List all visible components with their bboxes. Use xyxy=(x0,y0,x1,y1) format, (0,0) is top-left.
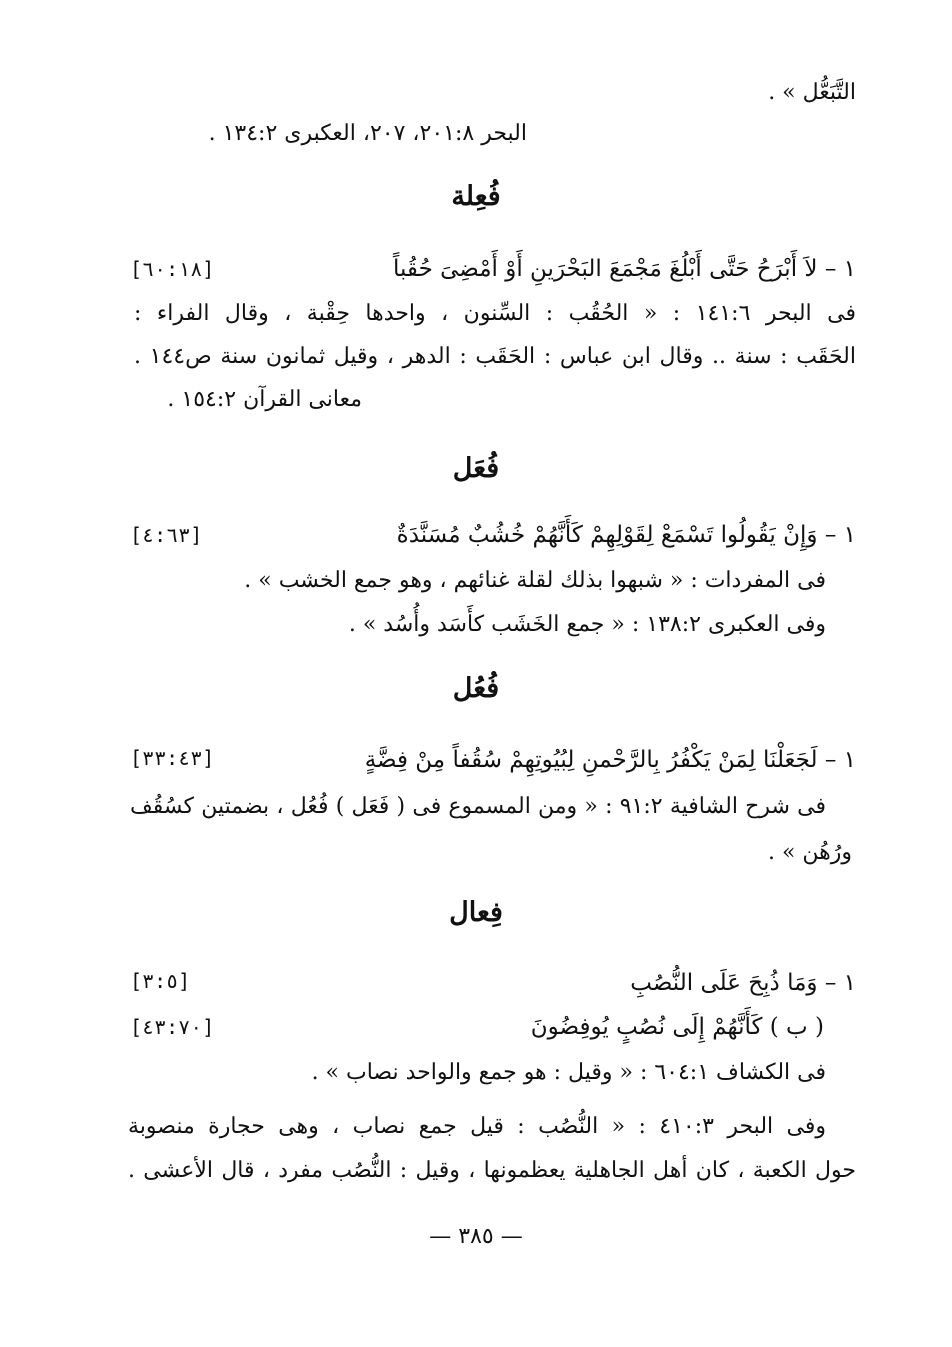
commentary-line: فى الكشاف ٦٠٤:١ : « وقيل : هو جمع والواحد نصاب » . xyxy=(311,1060,826,1085)
commentary-line: فى المفردات : « شبهوا بذلك لقلة غنائهم ، وهو جمع الخشب » . xyxy=(244,568,826,593)
verse-reference: [٣:٥] xyxy=(130,969,191,993)
section-heading: فِعال xyxy=(449,897,503,928)
continuation-line: التَّبَعُّل » . xyxy=(768,80,856,105)
quran-verse: ١ – لاَ أَبْرَحُ حَتَّى أَبْلُغَ مَجْمَعَ البَحْرَينِ أَوْ أَمْضِىَ حُقُباً xyxy=(392,256,856,282)
commentary-line: فى شرح الشافية ٩١:٢ : « ومن المسموع فى ( فَعَل ) فُعُل ، بضمتين كسُقُف xyxy=(130,794,827,819)
commentary-line: الحَقَب : سنة .. وقال ابن عباس : الحَقَب : الدهر ، وقيل ثمانون سنة ص١٤٤ . xyxy=(134,344,856,369)
commentary-line: معانى القرآن ١٥٤:٢ . xyxy=(167,387,362,412)
verse-reference: [٤:٦٣] xyxy=(130,523,203,547)
quran-verse: ١ – وَمَا ذُبِحَ عَلَى النُّصُبِ xyxy=(630,970,856,996)
section-heading: فُعُل xyxy=(452,673,500,704)
section-heading: فُعَل xyxy=(452,453,500,484)
verse-reference: [٤٣:٧٠] xyxy=(130,1015,215,1039)
citation-line: البحر ٢٠١:٨، ٢٠٧، العكبرى ١٣٤:٢ . xyxy=(208,121,527,146)
quran-verse: ١ – لَجَعَلْنَا لِمَنْ يَكْفُرُ بِالرَّحْمنِ لِبُيُوتِهِمْ سُقُفاً مِنْ فِضَّةٍ xyxy=(364,747,856,773)
quran-verse-b: ( ب ) كَأَنَّهُمْ إِلَى نُصُبٍ يُوفِضُونَ xyxy=(530,1014,824,1040)
commentary-line: فى البحر ١٤١:٦ : « الحُقُب : السِّنون ، واحدها حِقْبة ، وقال الفراء : xyxy=(134,301,856,326)
commentary-line: وفى البحر ٤١٠:٣ : « النُّصُب : قيل جمع نصاب ، وهى حجارة منصوبة xyxy=(128,1114,827,1139)
commentary-line: حول الكعبة ، كان أهل الجاهلية يعظمونها ، وقيل : النُّصُب مفرد ، قال الأعشى . xyxy=(128,1158,856,1183)
verse-reference: [٣٣:٤٣] xyxy=(130,746,215,770)
page-number: — ٣٨٥ — xyxy=(429,1224,523,1249)
commentary-line: وفى العكبرى ١٣٨:٢ : « جمع الخَشَب كأَسَد وأُسُد » . xyxy=(348,612,826,637)
section-heading: فُعِلة xyxy=(451,181,501,212)
verse-reference: [٦٠:١٨] xyxy=(130,257,215,281)
commentary-line: ورُهُن » . xyxy=(767,840,852,865)
quran-verse: ١ – وَإِنْ يَقُولُوا تَسْمَعْ لِقَوْلِهِمْ كَأَنَّهُمْ خُشُبٌ مُسَنَّدَةٌ xyxy=(396,522,856,548)
